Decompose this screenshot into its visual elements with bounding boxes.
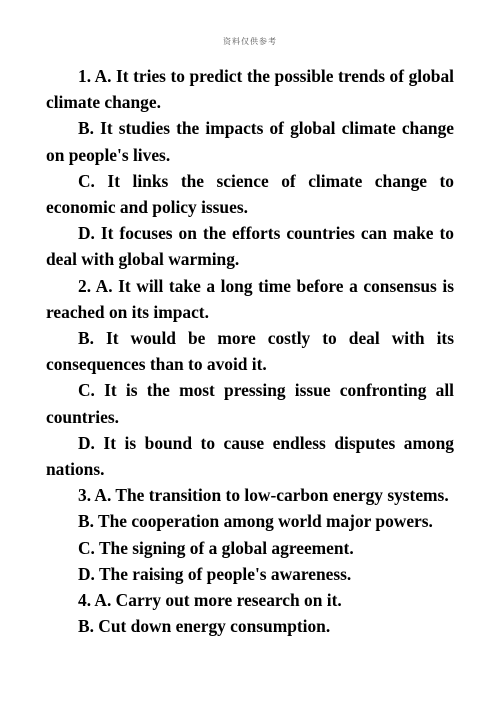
question-4-option-a: 4. A. Carry out more research on it.: [78, 590, 342, 611]
question-2-option-a: 2. A. It will take a long time before a consensus is reached on its impact.: [46, 275, 454, 322]
question-1-option-b: B. It studies the impacts of global climate change on people's lives.: [46, 118, 454, 165]
question-3-option-c: C. The signing of a global agreement.: [78, 537, 354, 558]
question-4-option-b: B. Cut down energy consumption.: [78, 616, 331, 637]
question-options: [46, 63, 454, 639]
question-2-option-b: B. It would be more costly to deal with its consequences than to avoid it.: [46, 328, 454, 375]
question-3-option-a: 3. A. The transition to low-carbon energy systems.: [78, 485, 449, 506]
page-header: 资料仅供参考: [223, 37, 277, 46]
question-1-option-a: 1. A. It tries to predict the possible trends of global climate change.: [46, 66, 454, 113]
question-3-option-b: B. The cooperation among world major powers.: [78, 511, 433, 532]
question-1-option-c: C. It links the science of climate change to economic and policy issues.: [46, 170, 454, 218]
question-1-option-d: D. It focuses on the efforts countries can make to deal with global warming.: [46, 223, 454, 270]
question-2-option-c: C. It is the most pressing issue confronting all countries.: [46, 380, 454, 427]
question-2-option-d: D. It is bound to cause endless disputes among nations.: [46, 432, 454, 480]
question-3-option-d: D. The raising of people's awareness.: [78, 563, 352, 584]
